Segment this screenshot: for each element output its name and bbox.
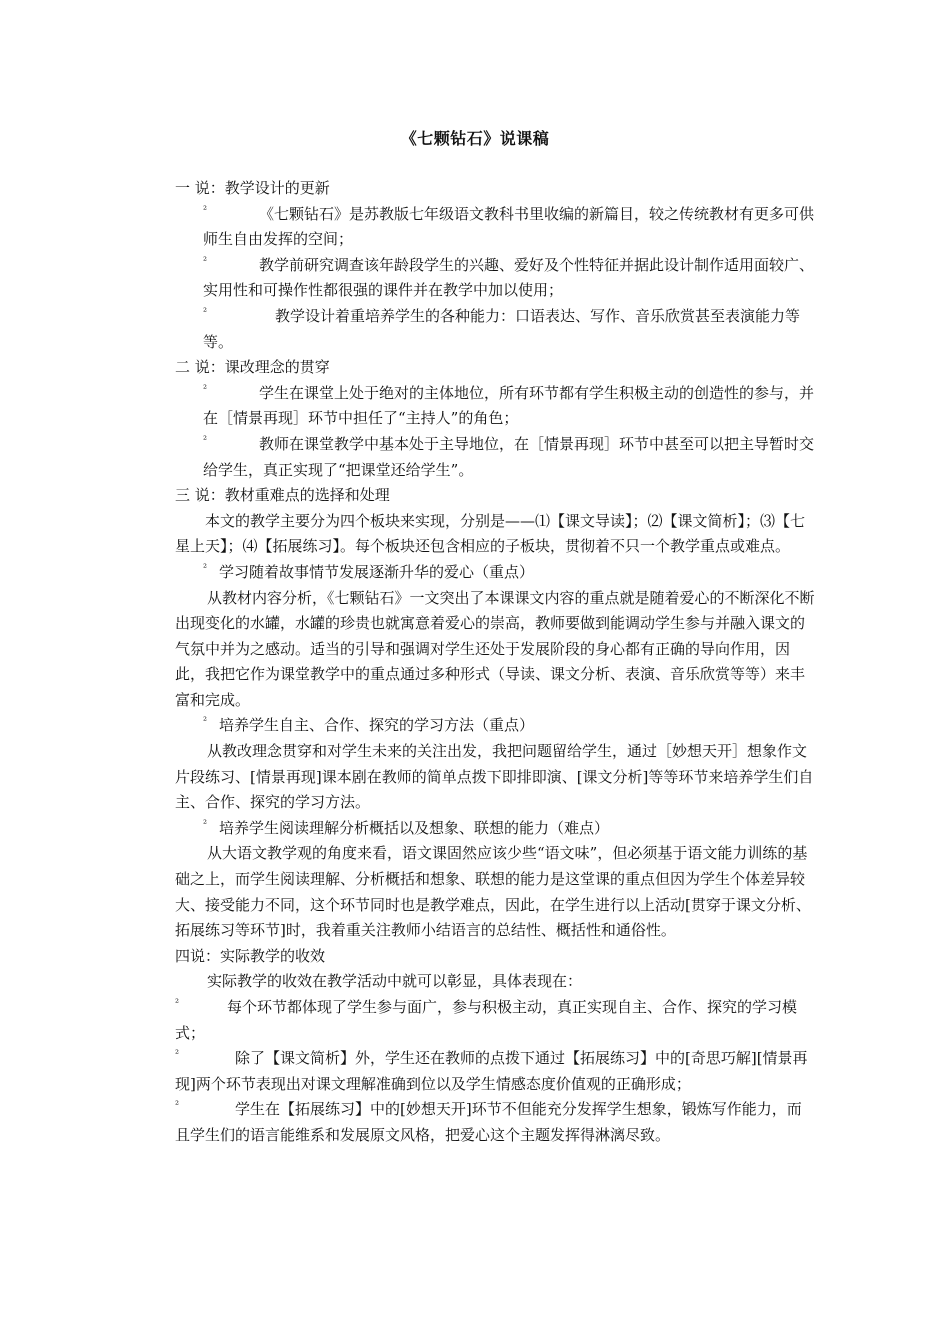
bullet-mark: ² bbox=[203, 306, 208, 318]
section-3-point-1-body: 从教材内容分析，《七颗钻石》一文突出了本课课文内容的重点就是随着爱心的不断深化不断出现变化的水罐，水罐的珍贵也就寓意着爱心的崇高，教师要做到能调动学生参与并融入课文的气氛中并为之感动。适当的引导和强调对学生还处于发展阶段的身心都有正确的导向作用，因此，我把它作为课堂教学中的重点通过多种形式（导读、课文分析、表演、音乐欣赏等等）来丰富和完成。 bbox=[175, 588, 815, 709]
section-2-item: ² 教师在课堂教学中基本处于主导地位，在［情景再现］环节中甚至可以把主导暂时交给学生，真正实现了“把课堂还给学生”。 bbox=[175, 432, 815, 483]
section-3-intro: 本文的教学主要分为四个板块来实现，分别是——⑴【课文导读】；⑵【课文简析】；⑶【七星上天】；⑷【拓展练习】。每个板块还包含相应的子板块，贯彻着不只一个教学重点或难点。 bbox=[175, 511, 806, 556]
bullet-mark: ² bbox=[175, 998, 180, 1009]
bullet-mark: ² bbox=[203, 818, 208, 830]
section-4-item: ² 每个环节都体现了学生参与面广，参与积极主动，真正实现自主、合作、探究的学习模式； bbox=[175, 995, 815, 1046]
bullet-mark: ² bbox=[175, 1100, 180, 1112]
bullet-mark: ² bbox=[203, 434, 208, 446]
bullet-mark: ² bbox=[203, 255, 208, 267]
document-body bbox=[175, 176, 815, 1149]
section-1-item: ² 教学前研究调查该年龄段学生的兴趣、爱好及个性特征并据此设计制作适用面较广、实用性和可操作性都很强的课件并在教学中加以使用； bbox=[175, 253, 815, 304]
section-3-point-2-body: 从教改理念贯穿和对学生未来的关注出发，我把问题留给学生，通过［妙想天开］想象作文片段练习、[情景再现]课本剧在教师的简单点拨下即排即演、[课文分析]等等环节来培养学生们自主、合作、探究的学习方法。 bbox=[175, 742, 814, 812]
section-4-intro: 实际教学的收效在教学活动中就可以彰显，具体表现在： bbox=[207, 972, 583, 991]
section-3-point-3-body: 从大语文教学观的角度来看，语文课固然应该少些“语文味”，但必须基于语文能力训练的基础之上，而学生阅读理解、分析概括和想象、联想的能力是这堂课的重点但因为学生个体差异较大、接受能力不同，这个环节同时也是教学难点，因此，在学生进行以上活动[贯穿于课文分析、拓展练习等环节]时，我着重关注教师小结语言的总结性、概括性和通俗性。 bbox=[175, 844, 811, 940]
section-2-heading: 二 说：课改理念的贯穿 bbox=[175, 358, 330, 377]
section-3-point-2: ² 培养学生自主、合作、探究的学习方法（重点） bbox=[175, 713, 815, 739]
bullet-mark: ² bbox=[203, 383, 208, 395]
section-3-point-3: ² 培养学生阅读理解分析概括以及想象、联想的能力（难点） bbox=[175, 816, 815, 842]
section-3-heading: 三 说：教材重难点的选择和处理 bbox=[175, 486, 390, 505]
bullet-mark: ² bbox=[203, 716, 208, 728]
section-2-item: ² 学生在课堂上处于绝对的主体地位，所有环节都有学生积极主动的创造性的参与，并在［情景再现］环节中担任了“主持人”的角色； bbox=[175, 381, 815, 432]
section-1-heading: 一 说：教学设计的更新 bbox=[175, 179, 330, 197]
section-1-item: ² 教学设计着重培养学生的各种能力：口语表达、写作、音乐欣赏甚至表演能力等等。 bbox=[175, 304, 815, 355]
section-1-item: ² 《七颗钻石》是苏教版七年级语文教科书里收编的新篇目，较之传统教材有更多可供师生自由发挥的空间； bbox=[175, 202, 815, 253]
section-3-point-1: ² 学习随着故事情节发展逐渐升华的爱心（重点） bbox=[175, 560, 815, 586]
section-4-item: ² 除了【课文简析】外，学生还在教师的点拨下通过【拓展练习】中的[奇思巧解][情景再现]两个环节表现出对课文理解准确到位以及学生情感态度价值观的正确形成； bbox=[175, 1046, 815, 1097]
bullet-mark: ² bbox=[203, 204, 208, 216]
bullet-mark: ² bbox=[175, 1049, 180, 1061]
section-4-heading: 四说：实际教学的收效 bbox=[175, 946, 326, 965]
bullet-mark: ² bbox=[203, 562, 208, 574]
document-title: 《七颗钻石》说课稿 bbox=[400, 129, 550, 148]
section-4-item: ² 学生在【拓展练习】中的[妙想天开]环节不但能充分发挥学生想象，锻炼写作能力，而且学生们的语言能维系和发展原文风格，把爱心这个主题发挥得淋漓尽致。 bbox=[175, 1097, 815, 1148]
